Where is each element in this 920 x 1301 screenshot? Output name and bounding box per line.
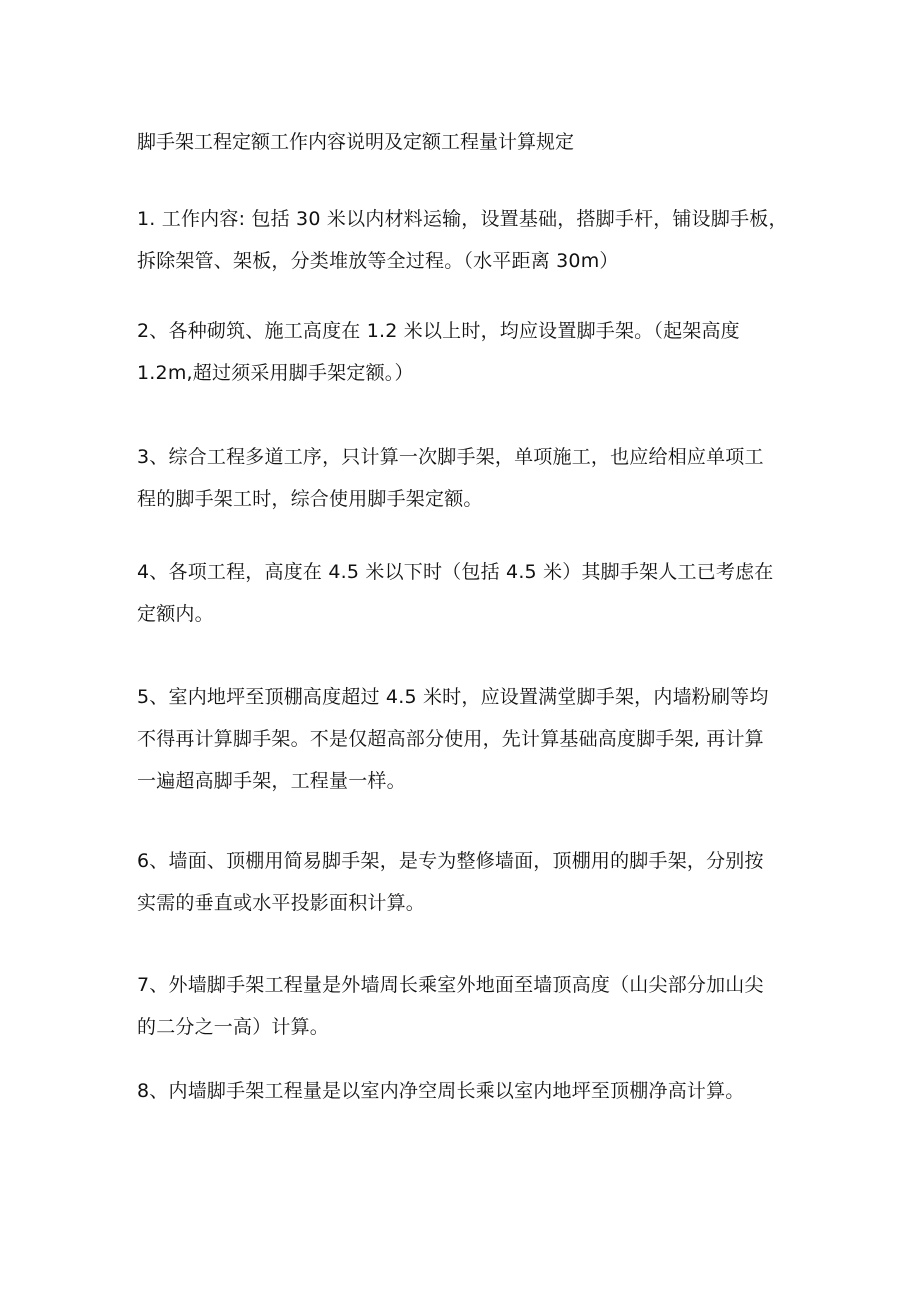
- paragraph-line: 6、墙面、顶棚用简易脚手架，是专为整修墙面，顶棚用的脚手架，分别按: [137, 850, 764, 872]
- paragraph-line: 程的脚手架工时，综合使用脚手架定额。: [137, 488, 483, 510]
- paragraph-line: 5、室内地坪至顶棚高度超过 4.5 米时，应设置满堂脚手架，内墙粉刷等均: [137, 686, 769, 708]
- paragraph-line: 不得再计算脚手架。不是仅超高部分使用，先计算基础高度脚手架, 再计算: [137, 728, 764, 750]
- paragraph-line: 4、各项工程，高度在 4.5 米以下时（包括 4.5 米）其脚手架人工已考虑在: [137, 561, 774, 583]
- paragraph-line: 3、综合工程多道工序，只计算一次脚手架，单项施工，也应给相应单项工: [137, 446, 764, 468]
- paragraph-line: 拆除架管、架板，分类堆放等全过程。（水平距离 30m）: [137, 250, 619, 272]
- paragraph-line: 7、外墙脚手架工程量是外墙周长乘室外地面至墙顶高度（山尖部分加山尖: [137, 974, 764, 996]
- paragraph-line: 定额内。: [137, 603, 214, 625]
- paragraph-5: [137, 676, 785, 802]
- paragraph-6: [137, 840, 785, 924]
- paragraph-line: 1. 工作内容: 包括 30 米以内材料运输，设置基础，搭脚手杆，铺设脚手板，: [137, 208, 788, 230]
- paragraph-line: 一遍超高脚手架，工程量一样。: [137, 770, 406, 792]
- document-title: 脚手架工程定额工作内容说明及定额工程量计算规定: [137, 131, 575, 153]
- paragraph-1: [137, 198, 788, 282]
- paragraph-line: 1.2m,超过须采用脚手架定额。）: [137, 362, 414, 384]
- paragraph-7: [137, 964, 785, 1048]
- paragraph-4: [137, 551, 785, 635]
- paragraph-8: [137, 1070, 785, 1112]
- paragraph-line: 2、各种砌筑、施工高度在 1.2 米以上时，均应设置脚手架。（起架高度: [137, 320, 740, 342]
- paragraph-line: 实需的垂直或水平投影面积计算。: [137, 892, 426, 914]
- paragraph-line: 8、内墙脚手架工程量是以室内净空周长乘以室内地坪至顶棚净高计算。: [137, 1080, 745, 1102]
- paragraph-2: [137, 310, 785, 394]
- paragraph-line: 的二分之一高）计算。: [137, 1016, 330, 1038]
- paragraph-3: [137, 436, 785, 520]
